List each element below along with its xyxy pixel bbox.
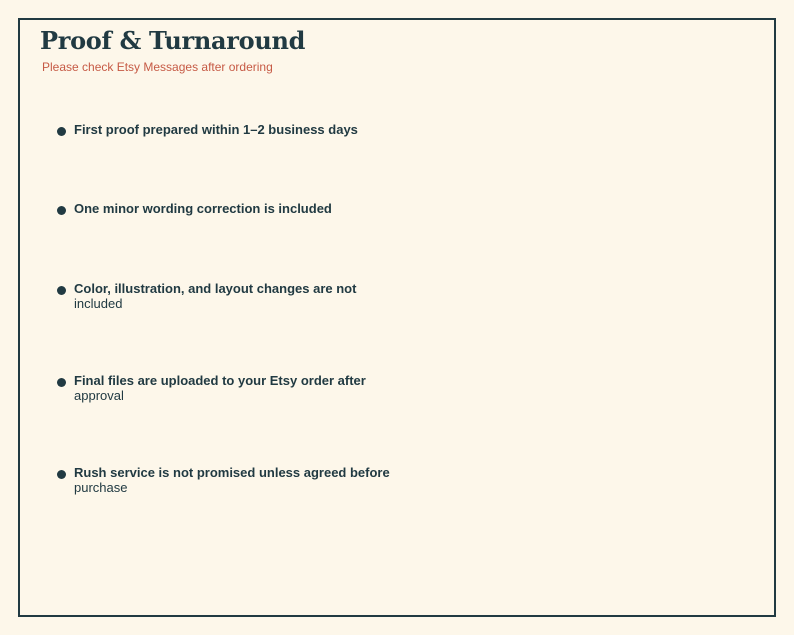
list-item-heading: Final files are uploaded to your Etsy order after: [74, 373, 366, 388]
list-item-heading: Rush service is not promised unless agreed before: [74, 465, 390, 480]
bullet-icon: [57, 206, 66, 215]
list-item-heading: First proof prepared within 1–2 business days: [74, 122, 358, 137]
list-item-continuation: purchase: [74, 480, 128, 495]
page-title: Proof & Turnaround: [40, 26, 306, 55]
page-subtitle: Please check Etsy Messages after ordering: [42, 60, 273, 74]
bullet-icon: [57, 286, 66, 295]
list-item-text: [74, 122, 404, 137]
list-item-heading: Color, illustration, and layout changes are not: [74, 281, 357, 296]
list-item-text: [74, 465, 404, 495]
list-item-continuation: approval: [74, 388, 124, 403]
bullet-icon: [57, 470, 66, 479]
list-item-heading: One minor wording correction is included: [74, 201, 332, 216]
list-item-text: [74, 281, 404, 311]
list-item-text: [74, 373, 404, 403]
list-item-continuation: included: [74, 296, 123, 311]
card-frame: [18, 18, 776, 617]
bullet-icon: [57, 127, 66, 136]
bullet-icon: [57, 378, 66, 387]
list-item-text: [74, 201, 404, 216]
